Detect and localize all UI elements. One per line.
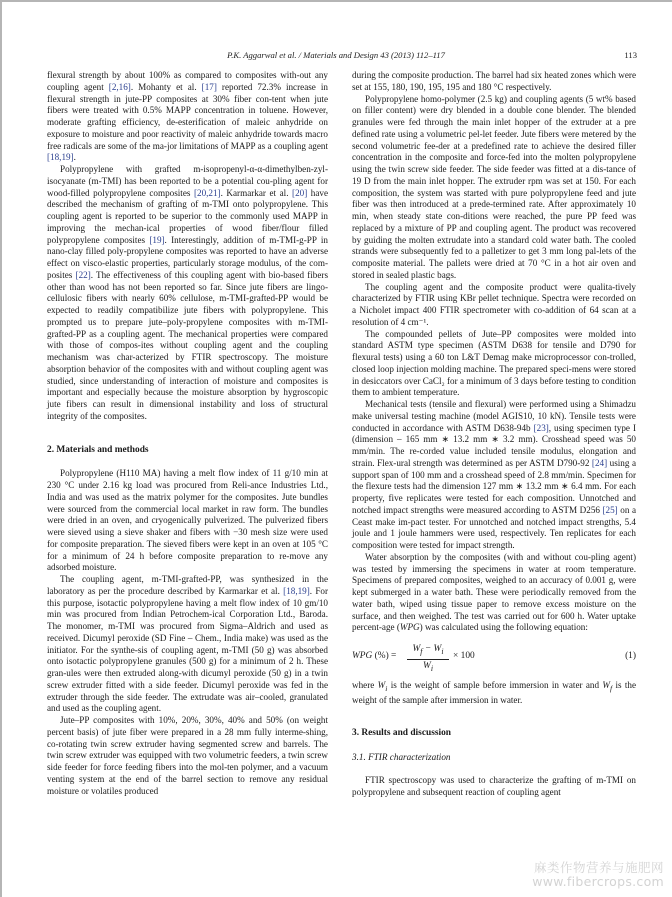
- paragraph: [47, 574, 328, 715]
- text: The coupling agent, m-TMI-grafted-PP, was synthesized in the laboratory as per the procedure described by Karmarkar et al.: [47, 574, 328, 596]
- text: . Mohanty et al.: [130, 81, 202, 92]
- variable: W: [412, 644, 421, 654]
- paragraph: [47, 70, 328, 164]
- text: Polypropylene with grafted m-isopropenyl-α-α-dimethylben-zyl-isocyanate (m-TMI) has been reported to be a potential cou-pling agent for wood-filled polypropylene composites: [47, 164, 328, 198]
- paragraph: [47, 164, 328, 423]
- paragraph: [352, 399, 636, 552]
- text: ) was calculated using the following equation:: [419, 622, 588, 633]
- paragraph: Polypropylene homo-polymer (2.5 kg) and coupling agents (5 wt% based on filler content) were dry blended in a double cone blender. The blended granules were fed through the main inlet hopper of the extruder at a pre defined rate using a volumetric pel-let feeder. Jute fibers were metered by the second volumetric fee-der at a predefined rate to achieve the desired filler concentration in the composite and force-fed into the molten polypropylene using the twin screw side feeder. The side feeder was fitted at a dis-tance of 19 D from the main inlet hopper. The extruder rpm was set at 150. For each composition, the system was started with pure polypropylene feed and jute fiber was then introduced at a prede-termined rate. After approximately 10 min, when steady state con-ditions were reached, the pure PP feed was replaced by a mixture of PP and coupling agent. The product was recovered by guiding the molten extrudate into a standard cold water bath. The cooled strands were subsequently fed to a palletizer to get 3 mm long pal-lets of the composite material. The pallets were dried at 70 °C in a hot air oven and stored in sealed plastic bags.: [352, 93, 636, 280]
- citation-link[interactable]: [24]: [591, 457, 608, 468]
- citation-link[interactable]: [20,21]: [193, 187, 221, 198]
- equation-fraction: [407, 643, 449, 675]
- variable: − W: [422, 644, 442, 654]
- variable: W: [423, 660, 431, 671]
- citation-link[interactable]: [22]: [75, 269, 91, 280]
- text: flexural strength by about 100% as compared to composites with-out any coupling agent: [47, 70, 328, 92]
- citation-link[interactable]: [17]: [201, 81, 217, 92]
- subscript: i: [385, 683, 388, 693]
- subscript: i: [441, 646, 444, 656]
- citation-link[interactable]: [25]: [602, 504, 618, 515]
- text: is the weight of sample before immersion in water and: [387, 680, 603, 690]
- paragraph: FTIR spectroscopy was used to characterize the grafting of m-TMI on polypropylene and subsequent reaction of coupling agent: [352, 774, 636, 797]
- text: . The effectiveness of this coupling agent with bio-based fibers other than wood has not been reported so far. Since jute fibers are lingo-cellulosic fibers with nearly 60% cellulose, m-TMI-grafted-PP would be expected to readily compatibilize jute fibers with polypropylene. This prompted us to prepare jute–poly-propylene composites with m-TMI-grafted-PP as a coupling agent. The mechanical properties were compared with those of compos-ites without coupling agent and the coupling mechanism was char-acterized by FTIR spectroscopy. The moisture absorption behavior of the composites with and without coupling agent was studied, since understanding of interaction of moisture and composites is important and especially because the moisture absorption by hygroscopic jute fibers can result in dimensional instability and loss of structural integrity of the composites.: [47, 269, 328, 421]
- equation-number: (1): [625, 651, 636, 661]
- text: Mechanical tests (tensile and flexural) were performed using a Shimadzu make universal testing machine (model AGIS10, 10 kN). Tensile tests were conducted in accordance with ASTM D638-94b: [352, 399, 636, 433]
- citation-link[interactable]: [23]: [533, 422, 549, 433]
- section-heading: 2. Materials and methods: [47, 444, 149, 455]
- text: . Karmarkar et al.: [220, 187, 293, 198]
- subscript: f: [609, 683, 613, 693]
- citation-link[interactable]: [20]: [292, 187, 308, 198]
- paragraph: The compounded pellets of Jute–PP composites were molded into standard ASTM type specimen (ASTM D638 for tensile and D790 for flexural tests) using a 60 ton L&T Demag make microprocessor con-trolled, closed loop injection molding machine. The prepared speci-mens were stored in desiccators over CaCl₂ for a minimum of 3 days before testing to condition them to ambient temperature.: [352, 328, 636, 398]
- text: (%) =: [372, 651, 397, 661]
- right-column: [352, 70, 636, 798]
- equation-wpg: [352, 643, 636, 673]
- text: is the weight of the sample after immersion in water.: [352, 680, 637, 705]
- watermark: [532, 861, 664, 889]
- section-heading: 3. Results and discussion: [352, 728, 451, 739]
- left-column: [47, 70, 328, 797]
- journal-citation: P.K. Aggarwal et al. / Materials and Design 43 (2013) 112–117: [227, 50, 445, 60]
- subscript: i: [430, 663, 433, 673]
- page-border-left: [0, 0, 2, 897]
- equation-rhs: × 100: [453, 651, 475, 661]
- variable: W: [377, 680, 386, 690]
- paragraph: The coupling agent and the composite product were qualita-tively characterized by FTIR using KBr pellet technique. Spectra were recorded on a Nicholet impact 400 FTIR spectrometer with co-addition of 64 scan at a resolution of 4 cm⁻¹.: [352, 281, 636, 327]
- citation-link[interactable]: [2,16]: [108, 81, 131, 92]
- page-number: 113: [624, 50, 637, 60]
- watermark-site-name: 麻类作物营养与施肥网: [533, 860, 664, 875]
- text: using a support span of 100 mm and a crosshead speed of 2.8 mm/min. Specimen for the flexure tests had the dimension 127 mm ∗ 13.2 mm ∗ 6.4 mm. For each property, five replicates were tested for each composition. Unnotched and notched impact strengths were measured according to ASTM D256: [352, 457, 637, 515]
- paragraph: [352, 552, 636, 634]
- text: reported 72.3% increase in flexural strength in jute-PP composites at 30% fiber con-tent when jute fibers were treated with 0.5% MAPP concentration in toluene. However, moderate grafting efficiency, de-esterification of maleic anhydride on exposure to moisture and poor reactivity of maleic anhydride towards macro free radicals are some of the ma-jor limitations of MAPP as a coupling agent: [47, 81, 328, 151]
- variable: W: [602, 680, 610, 690]
- equation-lhs: [352, 651, 396, 663]
- text: . Interestingly, addition of m-TMI-g-PP in nano-clay filled poly-propylene composites was reported to have an adverse effect on visco-elastic properties, particularly storage modulus, of the com-posites: [47, 234, 328, 280]
- subsection-heading: 3.1. FTIR characterization: [352, 752, 451, 763]
- citation-link[interactable]: [18,19]: [283, 585, 310, 596]
- variable: WPG: [352, 651, 373, 661]
- citation-link[interactable]: [19]: [149, 234, 165, 245]
- text: have described the mechanism of grafting of m-TMI onto polypropylene. This coupling agent is reported to be superior to the commonly used MAPP in improving the mechan-ical properties of wood fiber/flour filled polypropylene composites: [47, 187, 329, 245]
- paragraph: during the composite production. The barrel had six heated zones which were set at 155, 180, 190, 195, 195 and 180 °C respectively.: [352, 70, 636, 92]
- text: .: [73, 152, 76, 163]
- paragraph: [352, 680, 636, 706]
- text: Water absorption by the composites (with and without cou-pling agent) was tested by immersing the specimens in water at room temperature. Specimens of prepared composites, weighed to an accuracy of 0.001 g, were kept submerged in a water bath. These were periodically removed from the water bath, wiped using tissue paper to remove excess moisture on the surface, and then weighed. The test was carried out for 600 h. Water uptake percent-age (: [352, 551, 636, 633]
- page-border-top: [0, 0, 672, 2]
- watermark-url: www.fibercrops.com: [532, 874, 664, 889]
- subscript: f: [420, 646, 423, 656]
- citation-link[interactable]: [18,19]: [47, 152, 74, 163]
- paragraph: Polypropylene (H110 MA) having a melt flow index of 11 g/10 min at 230 °C under 2.16 kg load was procured from Reli-ance Industries Ltd., India and was used as the matrix polymer for the composites. Jute bundles were sourced from the commercial local market in raw form. The bundles were dried in an oven, and cryogenically pulverized. The pulverized fibers were sieved using a sieve shaker and fibers with −30 mesh size were used for composite preparation. The sieved fibers were kept in an oven at 105 °C for a minimum of 24 h before composite preparation to re-move any adsorbed moisture.: [47, 468, 328, 573]
- text: , using specimen type I (dimension – 165 mm ∗ 13.2 mm ∗ 3.2 mm). Crosshead speed was 50 mm/min. The re-corded value included tensile modulus, elongation and strain. Flex-ural strength was determined as per ASTM D790-92: [352, 422, 636, 468]
- fraction-numerator: [407, 643, 449, 660]
- text: where: [352, 680, 378, 690]
- fraction-denominator: [407, 660, 449, 675]
- emphasis: WPG: [399, 622, 420, 633]
- text: on a Ceast make im-pact tester. For unnotched and notched impact strengths, 5.4 joule and 1 joule hammers were used, respectively. Ten replicates for each composition were tested for impact strength.: [352, 504, 636, 550]
- text: . For this purpose, isotactic polypropylene having a melt flow index of 10 gm/10 min was procured from Indian Petrochem-ical Corporation Ltd., Baroda. The monomer, m-TMI was procured from Sigma–Aldrich and used as received. Dicumyl peroxide (SD Fine – Chem., India make) was used as the initiator. For the synthe-sis of coupling agent, m-TMI (50 g) was absorbed onto isotactic polypropylene granules (500 g) for a minimum of 2 h. These gran-ules were then extruded along-with dicumyl peroxide (50 g) in a twin screw extruder fitted with a side feeder. Dicumyl peroxide was fed in the extruder through the side feeder. The extrudate was air–cooled, granulated and used as the coupling agent.: [47, 585, 328, 714]
- paragraph: Jute–PP composites with 10%, 20%, 30%, 40% and 50% (on weight percent basis) of jute fiber were prepared in a 28 mm fully interme-shing, co-rotating twin screw extruder having segmented screw and barrels. The twin screw extruder was equipped with two volumetric feeders, a twin screw side feeder for force feeding fibers into the mol-ten polymer, and a vacuum venting system at the end of the barrel section to remove any residual moisture or volatiles produced: [47, 715, 328, 796]
